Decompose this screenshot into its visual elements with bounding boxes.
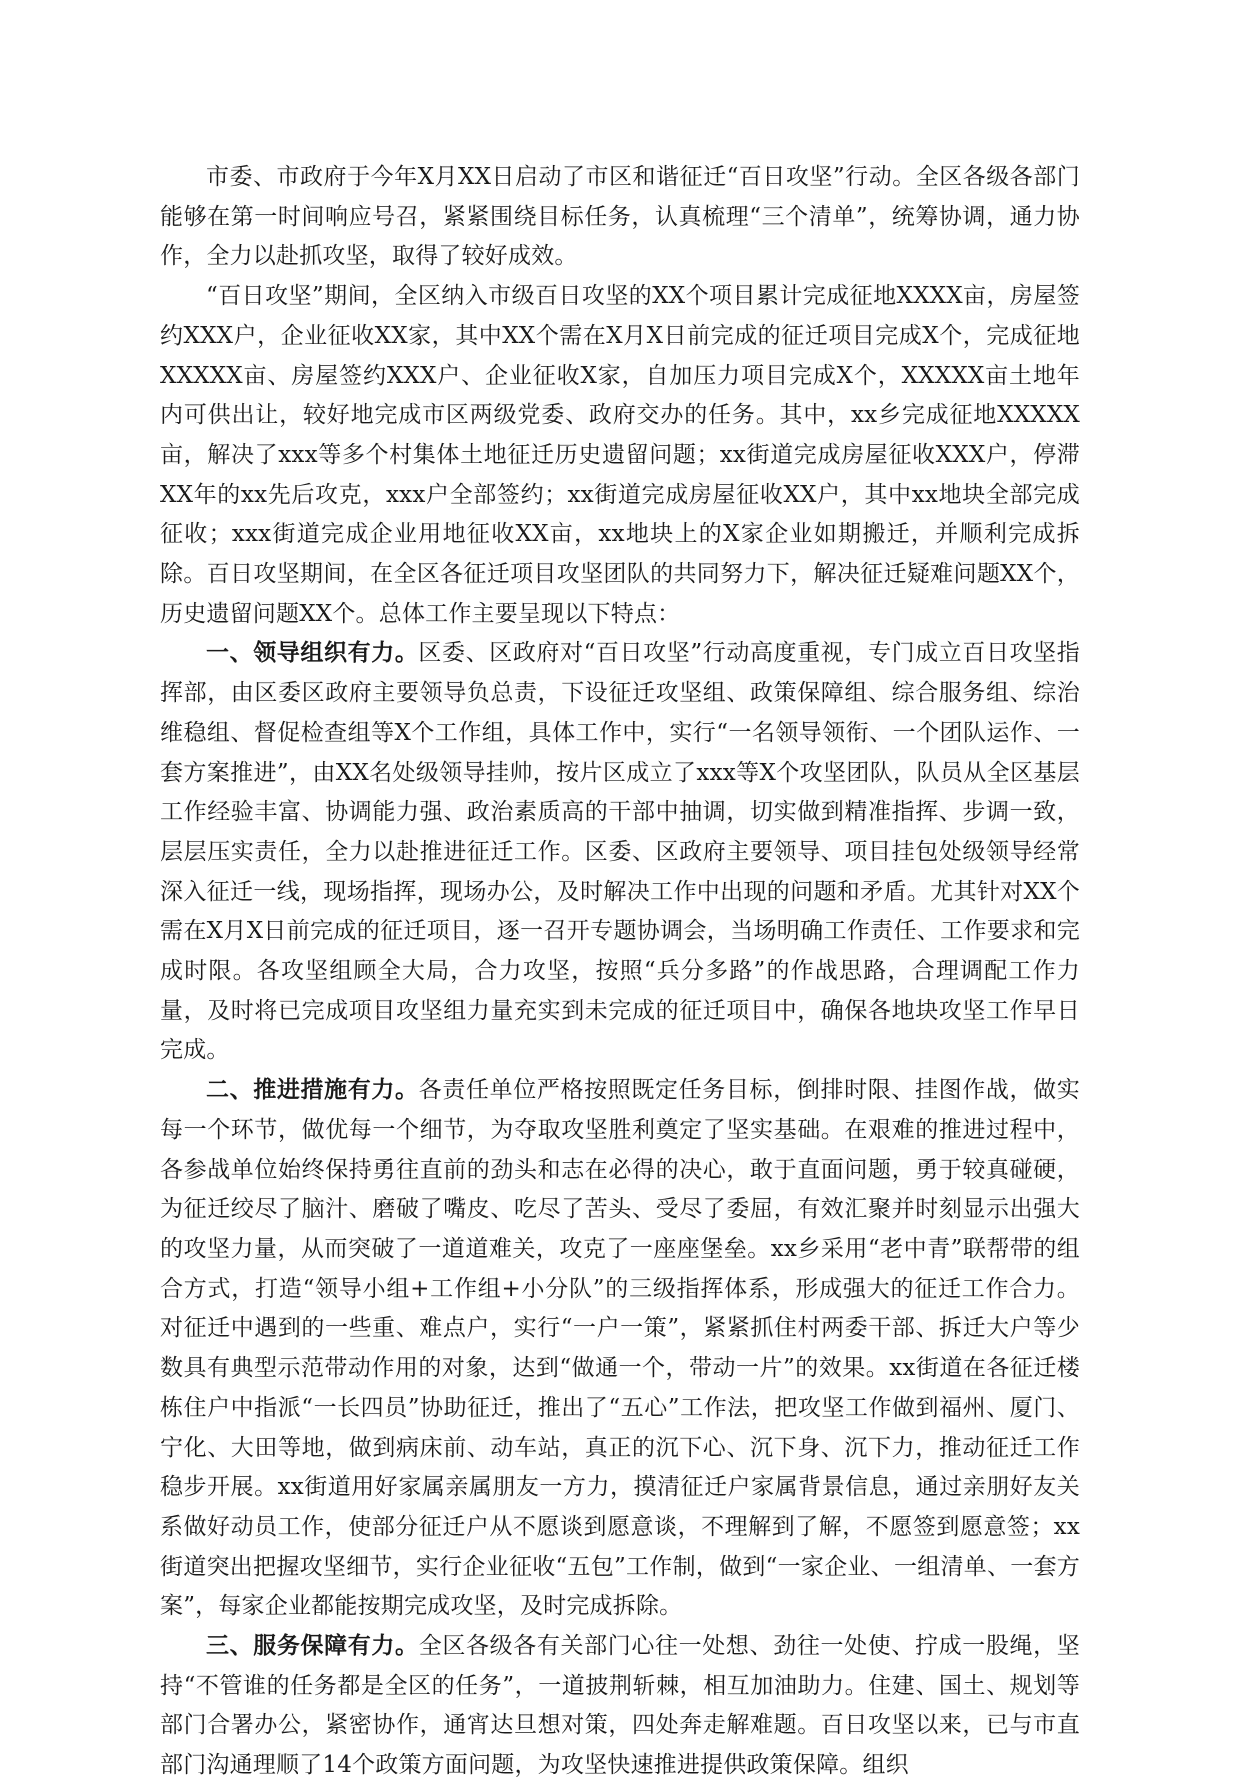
paragraph-text: 各责任单位严格按照既定任务目标，倒排时限、挂图作战，做实每一个环节，做优每一个细节，为夺取攻坚胜利奠定了坚实基础。在艰难的推进过程中，各参战单位始终保持勇往直前的劲头和志在必得的决心，敢于直面问题，勇于较真碰硬，为征迁绞尽了脑汁、磨破了嘴皮、吃尽了苦头、受尽了委屈，有效汇聚并时刻显示出强大的攻坚力量，从而突破了一道道难关，攻克了一座座堡垒。xx乡采用“老中青”联帮带的组合方式，打造“领导小组+工作组+小分队”的三级指挥体系，形成强大的征迁工作合力。对征迁中遇到的一些重、难点户，实行“一户一策”，紧紧抓住村两委干部、拆迁大户等少数具有典型示范带动作用的对象，达到“做通一个，带动一片”的效果。xx街道在各征迁楼栋住户中指派“一长四员”协助征迁，推出了“五心”工作法，把攻坚工作做到福州、厦门、宁化、大田等地，做到病床前、动车站，真正的沉下心、沉下身、沉下力，推动征迁工作稳步开展。xx街道用好家属亲属朋友一方力，摸清征迁户家属背景信息，通过亲朋好友关系做好动员工作，使部分征迁户从不愿谈到愿意谈，不理解到了解，不愿签到愿意签；xx街道突出把握攻坚细节，实行企业征收“五包”工作制，做到“一家企业、一组清单、一套方案”，每家企业都能按期完成攻坚，及时完成拆除。 bbox=[160, 1077, 1080, 1620]
section-one-heading: 一、领导组织有力。 bbox=[206, 640, 419, 667]
section-two-paragraph bbox=[160, 1071, 1080, 1627]
paragraph-text: “百日攻坚”期间，全区纳入市级百日攻坚的XX个项目累计完成征地XXXX亩，房屋签约XXX户，企业征收XX家，其中XX个需在X月X日前完成的征迁项目完成X个，完成征地XXXXX亩、房屋签约XXX户、企业征收X家，自加压力项目完成X个，XXXXX亩土地年内可供出让，较好地完成市区两级党委、政府交办的任务。其中，xx乡完成征地XXXXX亩，解决了xxx等多个村集体土地征迁历史遗留问题；xx街道完成房屋征收XXX户，停滞XX年的xx先后攻克，xxx户全部签约；xx街道完成房屋征收XX户，其中xx地块全部完成征收；xxx街道完成企业用地征收XX亩，xx地块上的X家企业如期搬迁，并顺利完成拆除。百日攻坚期间，在全区各征迁项目攻坚团队的共同努力下，解决征迁疑难问题XX个，历史遗留问题XX个。总体工作主要呈现以下特点： bbox=[160, 283, 1080, 627]
summary-paragraph bbox=[160, 277, 1080, 634]
section-one-paragraph bbox=[160, 634, 1080, 1071]
document-body bbox=[160, 158, 1080, 1786]
section-three-paragraph bbox=[160, 1627, 1080, 1786]
paragraph-text: 市委、市政府于今年X月XX日启动了市区和谐征迁“百日攻坚”行动。全区各级各部门能够在第一时间响应号召，紧紧围绕目标任务，认真梳理“三个清单”，统筹协调，通力协作，全力以赴抓攻坚，取得了较好成效。 bbox=[160, 164, 1080, 270]
section-three-heading: 三、服务保障有力。 bbox=[206, 1633, 419, 1660]
paragraph-text: 全区各级各有关部门心往一处想、劲往一处使、拧成一股绳，坚持“不管谁的任务都是全区的任务”，一道披荆斩棘，相互加油助力。住建、国土、规划等部门合署办公，紧密协作，通宵达旦想对策，四处奔走解难题。百日攻坚以来，已与市直部门沟通理顺了14个政策方面问题，为攻坚快速推进提供政策保障。组织 bbox=[160, 1633, 1080, 1779]
paragraph-text: 区委、区政府对“百日攻坚”行动高度重视，专门成立百日攻坚指挥部，由区委区政府主要领导负总责，下设征迁攻坚组、政策保障组、综合服务组、综治维稳组、督促检查组等X个工作组，具体工作中，实行“一名领导领衔、一个团队运作、一套方案推进”，由XX名处级领导挂帅，按片区成立了xxx等X个攻坚团队，队员从全区基层工作经验丰富、协调能力强、政治素质高的干部中抽调，切实做到精准指挥、步调一致，层层压实责任，全力以赴推进征迁工作。区委、区政府主要领导、项目挂包处级领导经常深入征迁一线，现场指挥，现场办公，及时解决工作中出现的问题和矛盾。尤其针对XX个需在X月X日前完成的征迁项目，逐一召开专题协调会，当场明确工作责任、工作要求和完成时限。各攻坚组顾全大局，合力攻坚，按照“兵分多路”的作战思路，合理调配工作力量，及时将已完成项目攻坚组力量充实到未完成的征迁项目中，确保各地块攻坚工作早日完成。 bbox=[160, 640, 1080, 1064]
section-two-heading: 二、推进措施有力。 bbox=[206, 1077, 419, 1104]
intro-paragraph bbox=[160, 158, 1080, 277]
